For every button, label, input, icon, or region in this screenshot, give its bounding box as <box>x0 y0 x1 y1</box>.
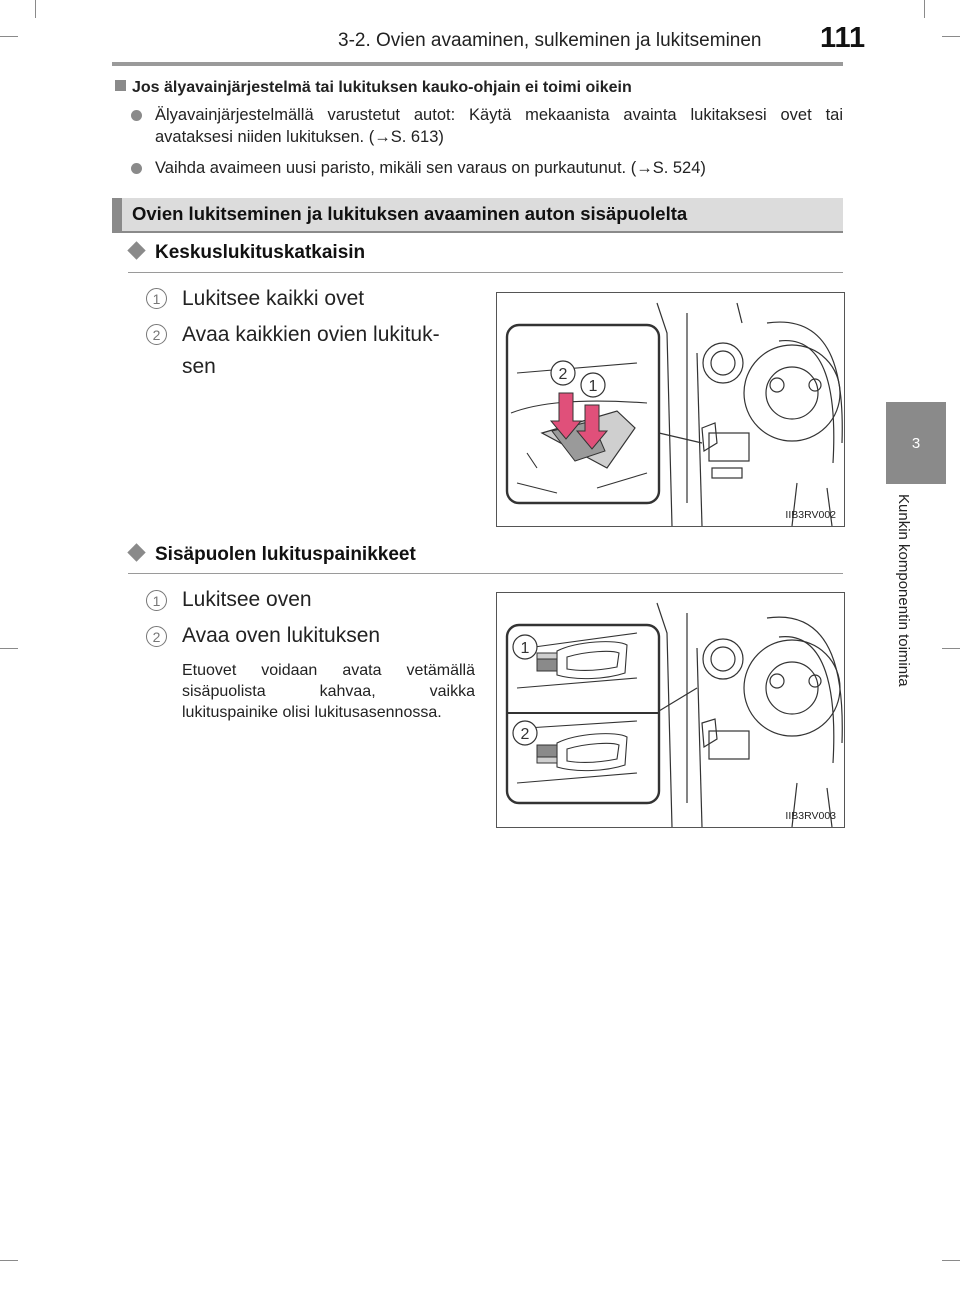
chapter-tab <box>886 402 946 484</box>
subsection-rule <box>128 573 843 574</box>
section-title: Ovien lukitseminen ja lukituksen avaaminen auton sisäpuolelta <box>132 203 688 224</box>
chapter-label: Kunkin komponentin toiminta <box>895 494 912 687</box>
diamond-bullet-icon <box>127 543 145 561</box>
diamond-bullet-icon <box>127 241 145 259</box>
step-number: 2 <box>146 626 167 647</box>
round-bullet-icon <box>131 163 142 174</box>
page-number: 111 <box>820 22 866 54</box>
svg-text:2: 2 <box>558 366 568 383</box>
figure-code: IIB3RV002 <box>785 509 836 521</box>
note-item-text: Älyavainjärjestelmällä varustetut autot: Käytä mekaanista avainta lukitaksesi ovet tai avataksesi niiden lukituksen. (→S. 613) <box>155 106 843 146</box>
square-bullet-icon <box>115 80 126 91</box>
section-band-marker <box>112 198 122 231</box>
round-bullet-icon <box>131 110 142 121</box>
step-text: Lukitsee oven <box>182 588 312 611</box>
section-heading-band <box>112 198 843 233</box>
figure-code: IIB3RV003 <box>785 810 836 822</box>
svg-text:1: 1 <box>588 378 598 395</box>
step-text: Lukitsee kaikki ovet <box>182 287 365 310</box>
crop-mark <box>0 648 18 649</box>
figure-inside-lock-buttons <box>496 592 845 828</box>
note-item-text: Vaihda avaimeen uusi paristo, mikäli sen varaus on purkautunut. (→S. 524) <box>155 159 706 177</box>
subsection-rule <box>128 272 843 273</box>
note-heading <box>115 79 632 97</box>
figure-central-lock-switch <box>496 292 845 527</box>
inside-buttons-note: Etuovet voidaan avata vetämällä sisäpuolista kahvaa, vaikka lukituspainike olisi lukitusasennossa. <box>182 662 475 721</box>
crop-mark <box>942 648 960 649</box>
svg-text:1: 1 <box>520 640 530 657</box>
subsection-heading <box>128 544 416 566</box>
page-header-title: 3-2. Ovien avaaminen, sulkeminen ja lukitseminen <box>338 30 762 51</box>
step-text: Avaa kaikkien ovien lukituk- sen <box>182 323 440 378</box>
step-number: 2 <box>146 324 167 345</box>
svg-text:2: 2 <box>520 726 530 743</box>
crop-mark <box>0 36 18 37</box>
crop-mark <box>0 1260 18 1261</box>
inside-lock-illustration <box>497 593 844 827</box>
crop-mark <box>942 1260 960 1261</box>
central-lock-illustration <box>497 293 844 526</box>
subsection-heading-text: Sisäpuolen lukituspainikkeet <box>155 544 416 565</box>
step-number: 1 <box>146 288 167 309</box>
crop-mark <box>924 0 925 18</box>
chapter-number: 3 <box>911 434 921 452</box>
note-item <box>131 104 843 148</box>
subsection-heading <box>128 242 365 264</box>
crop-mark <box>942 36 960 37</box>
header-rule <box>112 62 843 66</box>
subsection-heading-text: Keskuslukituskatkaisin <box>155 242 366 263</box>
step-number: 1 <box>146 590 167 611</box>
note-item <box>131 157 843 179</box>
step-text: Avaa oven lukituksen <box>182 624 381 647</box>
note-heading-text: Jos älyavainjärjestelmä tai lukituksen kauko-ohjain ei toimi oikein <box>132 79 632 96</box>
crop-mark <box>35 0 36 18</box>
